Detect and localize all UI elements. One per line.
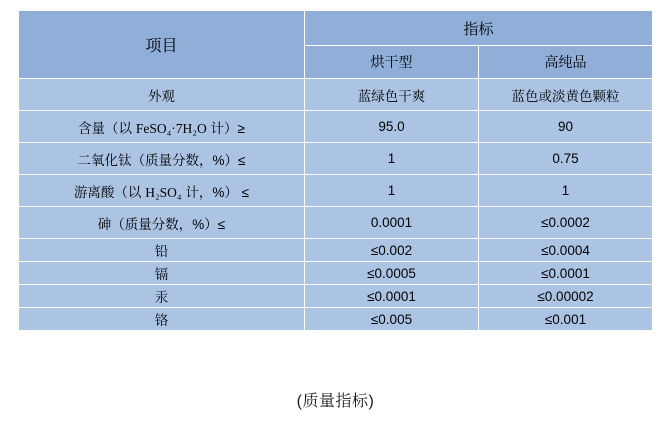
value-dry-chromium: ≤0.005 xyxy=(305,308,479,331)
item-text-prefix: 含量（以 xyxy=(78,120,136,136)
table-row xyxy=(19,262,653,285)
value-dry-content: 95.0 xyxy=(305,111,479,143)
row-item-content xyxy=(19,111,305,143)
table-row xyxy=(19,285,653,308)
row-item-lead: 铅 xyxy=(19,239,305,262)
table-row xyxy=(19,239,653,262)
value-pure-mercury: ≤0.00002 xyxy=(479,285,653,308)
item-text-prefix: 砷（质量分数，%）≤ xyxy=(97,216,226,232)
item-text-prefix: 外观 xyxy=(148,88,175,104)
row-item-cadmium: 镉 xyxy=(19,262,305,285)
table-row xyxy=(19,308,653,331)
table-caption: (质量指标) xyxy=(296,393,375,410)
value-dry-appearance: 蓝绿色干爽 xyxy=(305,79,479,111)
value-pure-free-acid: 1 xyxy=(479,175,653,207)
item-text-formula: H₂SO₄ xyxy=(145,184,182,200)
row-item-arsenic xyxy=(19,207,305,239)
table-row xyxy=(19,143,653,175)
item-text-prefix: 游离酸（以 xyxy=(73,184,146,200)
table-row xyxy=(19,111,653,143)
item-text-formula: FeSO₄·7H₂O xyxy=(135,120,207,136)
item-text-suffix: 计）≥ xyxy=(206,120,245,136)
value-dry-mercury: ≤0.0001 xyxy=(305,285,479,308)
header-cell-item: 项目 xyxy=(19,11,305,79)
value-pure-appearance: 蓝色或淡黄色颗粒 xyxy=(479,79,653,111)
header-cell-index: 指标 xyxy=(305,11,653,46)
value-dry-titanium-dioxide: 1 xyxy=(305,143,479,175)
table-row xyxy=(19,207,653,239)
quality-spec-table xyxy=(18,10,653,331)
header-cell-dry-type: 烘干型 xyxy=(305,46,479,79)
value-dry-arsenic: 0.0001 xyxy=(305,207,479,239)
value-pure-arsenic: ≤0.0002 xyxy=(479,207,653,239)
value-pure-content: 90 xyxy=(479,111,653,143)
value-pure-lead: ≤0.0004 xyxy=(479,239,653,262)
row-item-free-acid xyxy=(19,175,305,207)
table-row xyxy=(19,175,653,207)
item-text-prefix: 二氧化钛（质量分数，%）≤ xyxy=(77,152,246,168)
value-pure-titanium-dioxide: 0.75 xyxy=(479,143,653,175)
row-item-appearance xyxy=(19,79,305,111)
value-pure-chromium: ≤0.001 xyxy=(479,308,653,331)
value-pure-cadmium: ≤0.0001 xyxy=(479,262,653,285)
row-item-chromium: 铬 xyxy=(19,308,305,331)
value-dry-free-acid: 1 xyxy=(305,175,479,207)
row-item-mercury: 汞 xyxy=(19,285,305,308)
value-dry-lead: ≤0.002 xyxy=(305,239,479,262)
header-cell-high-purity: 高纯品 xyxy=(479,46,653,79)
table-header-row-1 xyxy=(19,11,653,46)
value-dry-cadmium: ≤0.0005 xyxy=(305,262,479,285)
item-text-suffix: 计，%） ≤ xyxy=(181,184,250,200)
spec-table-container xyxy=(18,10,653,331)
row-item-titanium-dioxide xyxy=(19,143,305,175)
table-row xyxy=(19,79,653,111)
